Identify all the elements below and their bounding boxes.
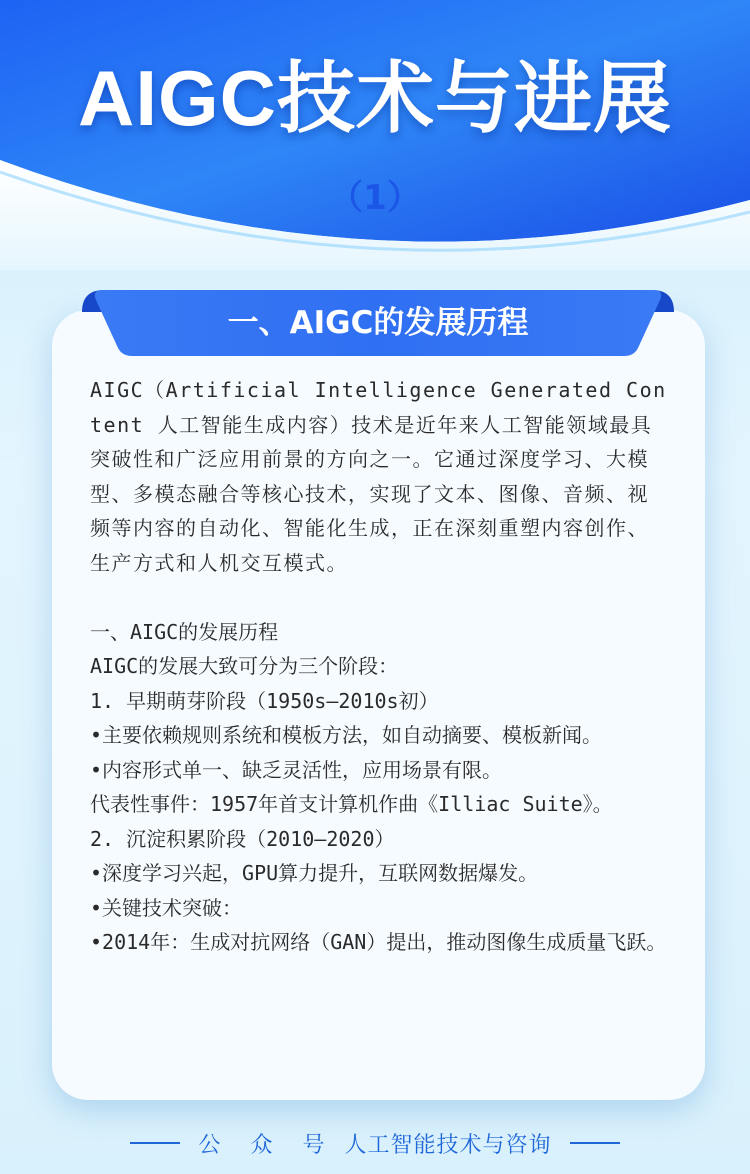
- section-ribbon: [82, 290, 674, 358]
- page-subtitle: （1）: [329, 178, 421, 218]
- bullet-item: •关键技术突破：: [90, 895, 243, 920]
- bullet-item: •内容形式单一、缺乏灵活性，应用场景有限。: [90, 757, 503, 782]
- text-line: AIGC的发展大致可分为三个阶段：: [90, 654, 399, 678]
- footer: [0, 1123, 750, 1163]
- footer-label: 公众号: [198, 1132, 355, 1158]
- article-body: [90, 373, 670, 960]
- paragraph-gap: [90, 580, 670, 615]
- text-line: 代表性事件：1957年首支计算机作曲《Illiac Suite》。: [90, 792, 613, 816]
- stage-heading: 1. 早期萌芽阶段（1950s–2010s初）: [90, 688, 439, 713]
- bullet-item: •2014年：生成对抗网络（GAN）提出，推动图像生成质量飞跃。: [90, 930, 667, 954]
- stage-heading: 2. 沉淀积累阶段（2010–2020）: [90, 826, 395, 851]
- page-title: AIGC技术与进展: [77, 54, 672, 142]
- footer-divider-right: [570, 1142, 620, 1144]
- bullet-item: •主要依赖规则系统和模板方法，如自动摘要、模板新闻。: [90, 723, 603, 747]
- footer-account-name: 人工智能技术与咨询: [344, 1132, 552, 1158]
- section-title: 一、AIGC的发展历程: [227, 305, 529, 341]
- intro-paragraph: AIGC（Artificial Intelligence Generated Content 人工智能生成内容）技术是近年来人工智能领域最具突破性和广泛应用前景的方向之一。它通过深度学习、大模型、多模态融合等核心技术，实现了文本、图像、音频、视频等内容的自动化、智能化生成，正在深刻重塑内容创作、生产方式和人机交互模式。: [90, 378, 667, 575]
- footer-divider-left: [130, 1142, 180, 1144]
- bullet-item: •深度学习兴起，GPU算力提升，互联网数据爆发。: [90, 861, 539, 885]
- section-heading: 一、AIGC的发展历程: [90, 619, 279, 644]
